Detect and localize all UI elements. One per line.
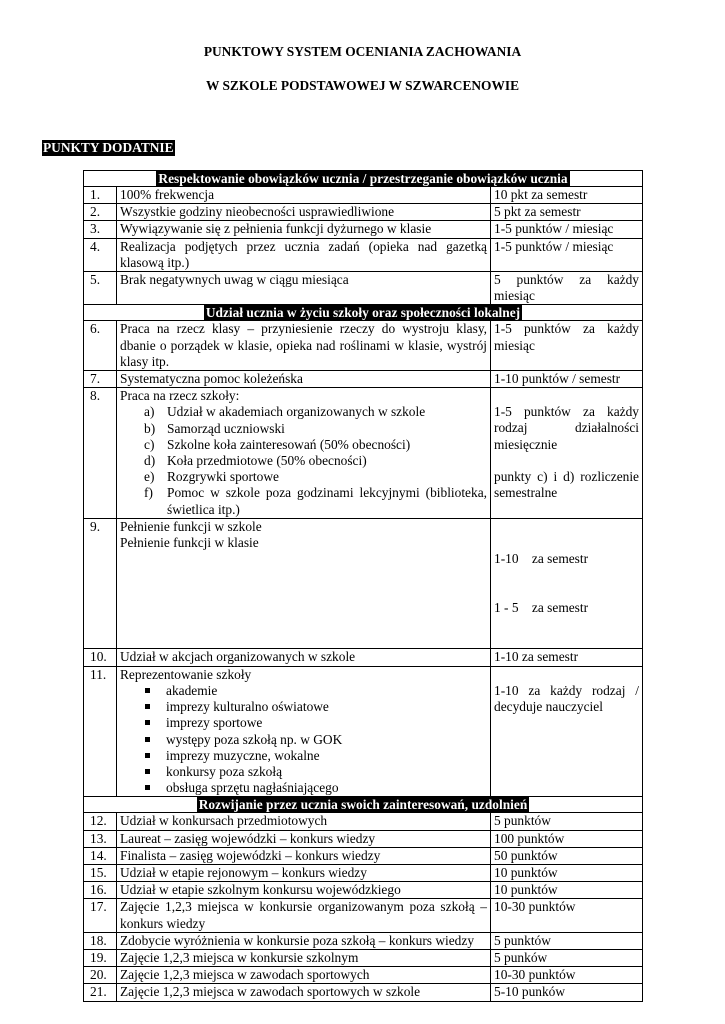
section-label: PUNKTY DODATNIE <box>43 140 174 155</box>
row-points: 5 punktów <box>491 932 643 949</box>
row-number: 5. <box>84 272 117 305</box>
row-description: Finalista – zasięg wojewódzki – konkurs wiedzy <box>117 847 491 864</box>
row-points: 1-5 punktów / miesiąc <box>491 221 643 238</box>
table-row <box>84 949 643 966</box>
row-number: 20. <box>84 967 117 984</box>
table-row <box>84 847 643 864</box>
row-number: 3. <box>84 221 117 238</box>
row-points-note: punkty c) i d) rozliczenie semestralne <box>494 468 639 501</box>
row-points: 100 punktów <box>491 830 643 847</box>
row-description: Reprezentowanie szkoły <box>120 666 252 682</box>
points-table <box>83 170 643 1002</box>
bullet-item: imprezy kulturalno oświatowe <box>120 699 487 715</box>
table-row <box>84 666 643 797</box>
document-title-line1: PUNKTOWY SYSTEM OCENIANIA ZACHOWANIA <box>203 44 522 59</box>
bullet-list <box>120 683 487 796</box>
row-number: 4. <box>84 238 117 271</box>
row-description: Praca na rzecz klasy – przyniesienie rzeczy do wystroju klasy, dbanie o porządek w klasie, opieka nad roślinami w klasie, wystrój klasy itp. <box>117 321 491 371</box>
row-points: 10 pkt za semestr <box>491 187 643 204</box>
table-row <box>84 649 643 666</box>
table-row <box>84 221 643 238</box>
bullet-square-icon <box>145 769 150 774</box>
table-row <box>84 321 643 371</box>
row-number: 8. <box>84 388 117 519</box>
sublist-item: a) Udział w akademiach organizowanych w szkole <box>144 404 426 420</box>
table-row <box>84 204 643 221</box>
bullet-item: występy poza szkołą np. w GOK <box>120 732 487 748</box>
row-description: Wszystkie godziny nieobecności usprawiedliwione <box>117 204 491 221</box>
row-points: 1 - 5 za semestr <box>494 599 589 615</box>
row-points: 10 punktów <box>491 864 643 881</box>
bullet-item: obsługa sprzętu nagłaśniającego <box>120 780 487 796</box>
row-description: Wywiązywanie się z pełnienia funkcji dyżurnego w klasie <box>117 221 491 238</box>
row-points: 5 pkt za semestr <box>491 204 643 221</box>
row-number: 17. <box>84 899 117 932</box>
row-description: Udział w etapie rejonowym – konkurs wiedzy <box>117 864 491 881</box>
sublist-item: c) Szkolne koła zainteresowań (50% obecności) <box>144 436 411 452</box>
bullet-item: konkursy poza szkołą <box>120 764 487 780</box>
row-number: 2. <box>84 204 117 221</box>
table-row <box>84 272 643 305</box>
sublist-item: e) Rozgrywki sportowe <box>144 469 279 485</box>
row-description: Zajęcie 1,2,3 miejsca w konkursie szkolnym <box>117 949 491 966</box>
bullet-item: imprezy muzyczne, wokalne <box>120 748 487 764</box>
bullet-square-icon <box>145 737 150 742</box>
row-number: 7. <box>84 371 117 388</box>
table-section-header <box>84 797 643 813</box>
table-section-header <box>84 305 643 321</box>
row-description: Laureat – zasięg wojewódzki – konkurs wiedzy <box>117 830 491 847</box>
sublist-item: f) Pomoc w szkole poza godzinami lekcyjnymi (biblioteka, świetlica itp.) <box>144 485 487 517</box>
bullet-square-icon <box>145 785 150 790</box>
row-points: 50 punktów <box>491 847 643 864</box>
bullet-square-icon <box>145 753 150 758</box>
row-description: Udział w konkursach przedmiotowych <box>117 813 491 830</box>
table-row <box>84 882 643 899</box>
table-row <box>84 932 643 949</box>
row-points: 1-5 punktów / miesiąc <box>491 238 643 271</box>
bullet-square-icon <box>145 704 150 709</box>
row-points: 10-30 punktów <box>491 899 643 932</box>
row-points: 1-10 punktów / semestr <box>491 371 643 388</box>
row-points: 1-10 za semestr <box>494 551 589 567</box>
row-description: Zajęcie 1,2,3 miejsca w konkursie organizowanym poza szkołą – konkurs wiedzy <box>117 899 491 932</box>
row-points: 5 punktów za każdy miesiąc <box>491 272 643 305</box>
table-row <box>84 899 643 932</box>
row-number: 21. <box>84 984 117 1001</box>
row-points: 5 punktów <box>491 813 643 830</box>
bullet-item: imprezy sportowe <box>120 715 487 731</box>
bullet-square-icon <box>145 688 150 693</box>
row-number: 18. <box>84 932 117 949</box>
bullet-item: akademie <box>120 683 487 699</box>
table-row <box>84 864 643 881</box>
row-description: Realizacja podjętych przez ucznia zadań (opieka nad gazetką klasową itp.) <box>117 238 491 271</box>
row-description: Udział w etapie szkolnym konkursu wojewódzkiego <box>117 882 491 899</box>
row-description: Udział w akcjach organizowanych w szkole <box>117 649 491 666</box>
header-text: Respektowanie obowiązków ucznia / przestrzeganie obowiązków ucznia <box>158 171 568 186</box>
header-text: Rozwijanie przez ucznia swoich zainteresowań, uzdolnień <box>198 797 528 813</box>
table-row <box>84 388 643 519</box>
row-points: 1-10 za semestr <box>491 649 643 666</box>
table-row <box>84 830 643 847</box>
row-description: Systematyczna pomoc koleżeńska <box>117 371 491 388</box>
row-points: 5 punków <box>491 949 643 966</box>
row-description: 100% frekwencja <box>117 187 491 204</box>
row-points: 10 punktów <box>491 882 643 899</box>
row-description: Zdobycie wyróżnienia w konkursie poza szkołą – konkurs wiedzy <box>117 932 491 949</box>
table-row <box>84 238 643 271</box>
table-row <box>84 187 643 204</box>
row-description: Zajęcie 1,2,3 miejsca w zawodach sportowych <box>117 967 491 984</box>
row-points: 1-5 punktów za każdy rodzaj działalności miesięcznie <box>494 404 639 452</box>
row-number: 13. <box>84 830 117 847</box>
row-description: Praca na rzecz szkoły: <box>120 388 240 404</box>
row-points: 5-10 punków <box>491 984 643 1001</box>
row-number: 10. <box>84 649 117 666</box>
table-row <box>84 518 643 649</box>
row-points: 1-5 punktów za każdy miesiąc <box>491 321 643 371</box>
table-row <box>84 984 643 1001</box>
row-description: Brak negatywnych uwag w ciągu miesiąca <box>117 272 491 305</box>
table-row <box>84 967 643 984</box>
row-description: Pełnienie funkcji w klasie <box>120 535 259 551</box>
table-section-header <box>84 171 643 187</box>
row-number: 12. <box>84 813 117 830</box>
sublist <box>120 404 487 517</box>
document-title-line2: W SZKOLE PODSTAWOWEJ W SZWARCENOWIE <box>205 78 520 93</box>
bullet-square-icon <box>145 720 150 725</box>
row-points: 10-30 punktów <box>491 967 643 984</box>
row-number: 11. <box>84 666 117 797</box>
row-number: 1. <box>84 187 117 204</box>
table-row <box>84 371 643 388</box>
sublist-item: b) Samorząd uczniowski <box>144 420 285 436</box>
row-number: 16. <box>84 882 117 899</box>
row-number: 6. <box>84 321 117 371</box>
row-number: 9. <box>84 518 117 649</box>
sublist-item: d) Koła przedmiotowe (50% obecności) <box>144 453 367 469</box>
row-number: 19. <box>84 949 117 966</box>
header-text: Udział ucznia w życiu szkoły oraz społeczności lokalnej <box>205 305 521 321</box>
table-row <box>84 813 643 830</box>
row-description: Pełnienie funkcji w szkole <box>120 518 262 534</box>
row-points: 1-10 za każdy rodzaj / decyduje nauczyciel <box>494 682 639 714</box>
row-description: Zajęcie 1,2,3 miejsca w zawodach sportowych w szkole <box>117 984 491 1001</box>
row-number: 15. <box>84 864 117 881</box>
row-number: 14. <box>84 847 117 864</box>
